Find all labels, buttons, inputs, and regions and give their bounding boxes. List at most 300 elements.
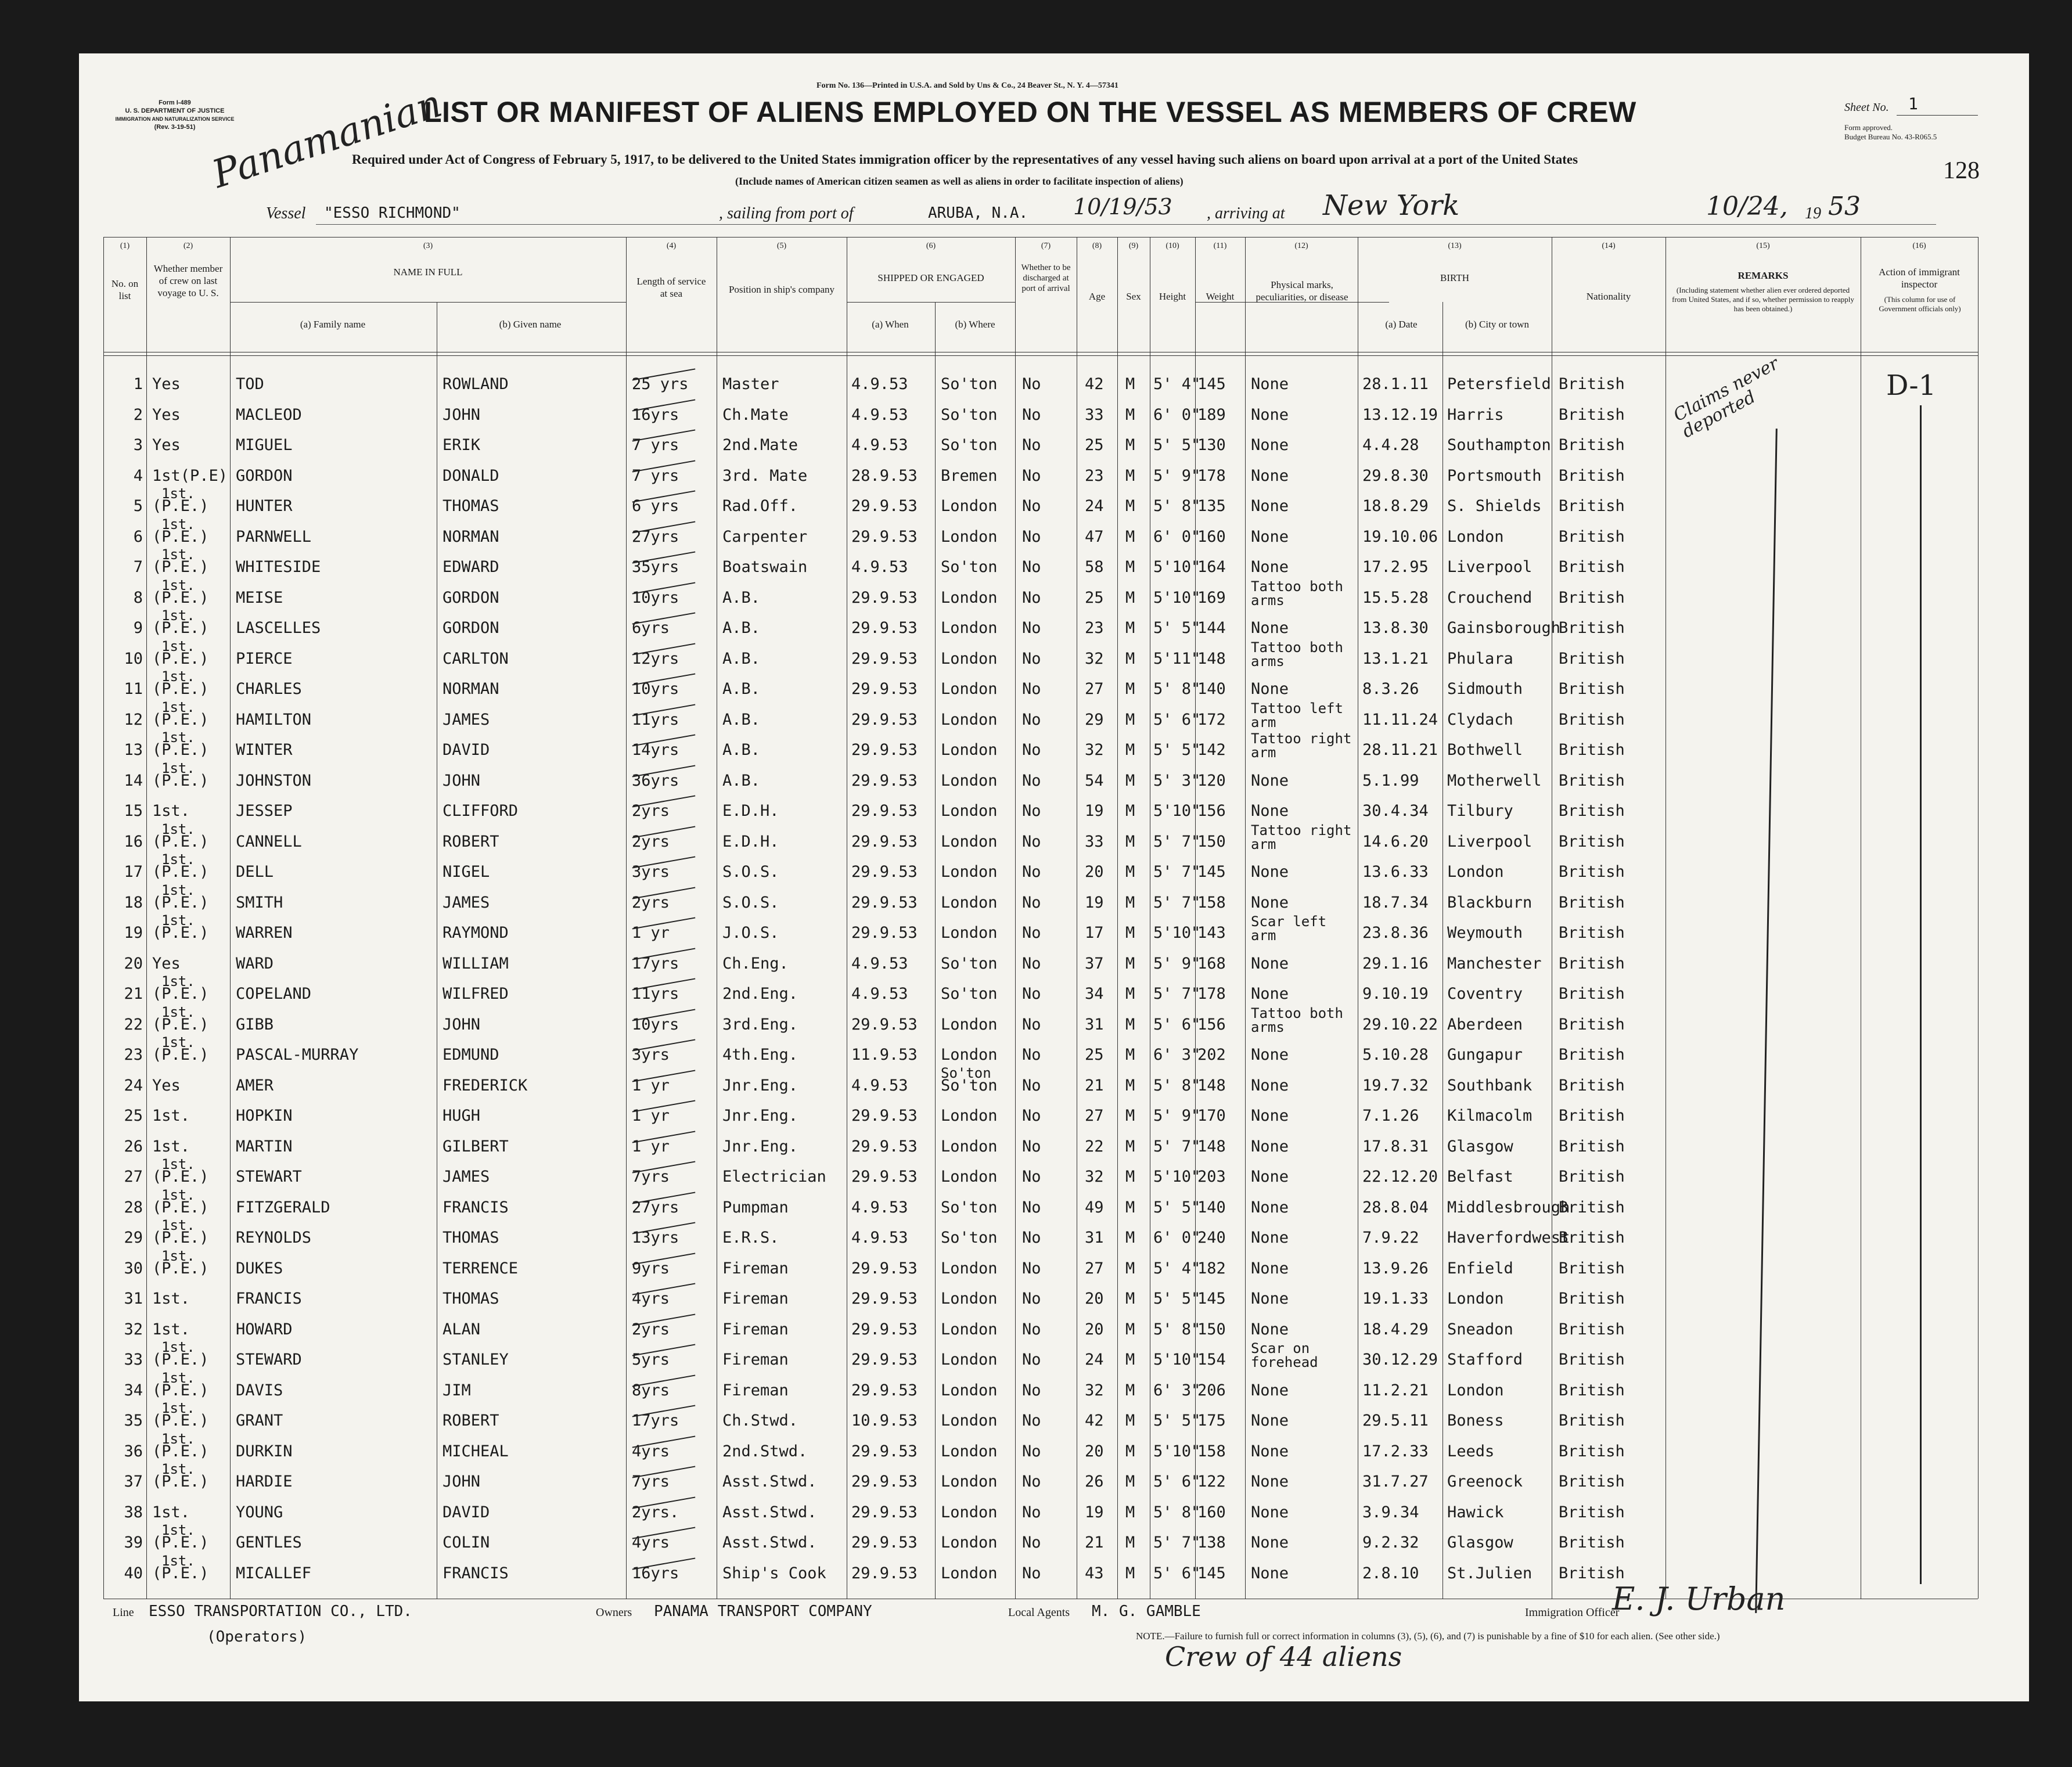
cell-city: London <box>1447 527 1504 546</box>
table-row <box>103 1217 1978 1253</box>
cell-sex: M <box>1125 1320 1135 1338</box>
cell-family: MARTIN <box>236 1137 293 1156</box>
cell-position: A.B. <box>722 710 761 729</box>
cell-no: 14 <box>124 771 143 790</box>
cell-when: 29.9.53 <box>851 1473 918 1491</box>
cell-when: 29.9.53 <box>851 863 918 881</box>
cell-no: 27 <box>124 1168 143 1186</box>
department: U. S. DEPARTMENT OF JUSTICE <box>125 107 225 114</box>
cell-weight: 158 <box>1197 893 1226 912</box>
cell-height: 5' 5" <box>1153 1290 1201 1308</box>
cell-given: GORDON <box>443 588 499 607</box>
member-prefix: 1st. <box>161 607 195 624</box>
table-row <box>103 851 1978 887</box>
cell-discharge: No <box>1022 558 1041 576</box>
cell-sex: M <box>1125 1381 1135 1399</box>
cell-family: YOUNG <box>236 1503 283 1521</box>
cell-bdate: 7.9.22 <box>1362 1229 1419 1247</box>
cell-marks: None <box>1251 1168 1289 1186</box>
cell-age: 20 <box>1085 1442 1104 1460</box>
cell-when: 4.9.53 <box>851 1076 908 1095</box>
cell-age: 42 <box>1085 375 1104 393</box>
cell-marks: Tattoo both arms <box>1251 578 1343 609</box>
cell-service: 2yrs <box>632 893 670 912</box>
cell-city: Gungapur <box>1447 1046 1523 1064</box>
cell-marks: None <box>1251 405 1289 424</box>
cell-service: 7yrs <box>632 1473 670 1491</box>
cell-member: Yes <box>152 1076 181 1095</box>
table-row <box>103 577 1978 613</box>
member-prefix: 1st. <box>161 973 195 989</box>
cell-given: JAMES <box>443 893 490 912</box>
footer-line-label: Line <box>113 1606 134 1619</box>
cell-no: 28 <box>124 1198 143 1217</box>
cell-age: 24 <box>1085 497 1104 515</box>
cell-bdate: 13.8.30 <box>1362 619 1429 637</box>
cell-age: 32 <box>1085 1168 1104 1186</box>
cell-given: NORMAN <box>443 680 499 698</box>
cell-no: 4 <box>133 466 143 485</box>
cell-where: So'ton <box>941 954 998 973</box>
cell-when: 4.9.53 <box>851 558 908 576</box>
cell-height: 5' 7" <box>1153 985 1201 1003</box>
colnum-6: (6) <box>926 242 936 250</box>
cell-where: London <box>941 588 998 607</box>
cell-discharge: No <box>1022 1564 1041 1582</box>
cell-height: 6' 0" <box>1153 405 1201 424</box>
cell-given: TERRENCE <box>443 1259 519 1277</box>
cell-discharge: No <box>1022 1076 1041 1095</box>
cell-when: 29.9.53 <box>851 1564 918 1582</box>
hdr-sex: Sex <box>1126 291 1141 302</box>
cell-age: 23 <box>1085 466 1104 485</box>
cell-city: Leeds <box>1447 1442 1495 1460</box>
cell-member: 1st(P.E) <box>152 466 228 485</box>
sailing-date: 10/19/53 <box>1073 194 1172 219</box>
cell-nationality: British <box>1559 1564 1625 1582</box>
cell-family: MEISE <box>236 588 283 607</box>
cell-family: GIBB <box>236 1015 274 1034</box>
name-sub-rule <box>230 302 626 303</box>
cell-no: 39 <box>124 1534 143 1552</box>
cell-age: 23 <box>1085 619 1104 637</box>
cell-family: SMITH <box>236 893 283 912</box>
cell-city: Tilbury <box>1447 802 1513 820</box>
cell-height: 6' 3" <box>1153 1381 1201 1399</box>
table-header-rule-2 <box>103 355 1978 356</box>
cell-nationality: British <box>1559 863 1625 881</box>
cell-service: 2yrs <box>632 802 670 820</box>
colnum-3: (3) <box>423 242 433 250</box>
cell-marks: Scar left arm <box>1251 913 1327 944</box>
cell-bdate: 19.1.33 <box>1362 1290 1429 1308</box>
cell-bdate: 2.8.10 <box>1362 1564 1419 1582</box>
table-row <box>103 1132 1978 1162</box>
cell-city: S. Shields <box>1447 497 1542 515</box>
member-prefix: 1st. <box>161 668 195 685</box>
cell-no: 21 <box>124 985 143 1003</box>
cell-when: 29.9.53 <box>851 527 918 546</box>
cell-sex: M <box>1125 1564 1135 1582</box>
cell-marks: Tattoo right arm <box>1251 730 1352 761</box>
sheet-label: Sheet No. <box>1844 101 1889 114</box>
cell-where: London <box>941 924 998 942</box>
cell-position: Jnr.Eng. <box>722 1107 798 1125</box>
cell-bdate: 8.3.26 <box>1362 680 1419 698</box>
cell-height: 5' 7" <box>1153 893 1201 912</box>
cell-nationality: British <box>1559 1198 1625 1217</box>
cell-no: 36 <box>124 1442 143 1460</box>
cell-family: JESSEP <box>236 802 293 820</box>
cell-given: EDWARD <box>443 558 499 576</box>
cell-service: 10yrs <box>632 680 679 698</box>
crew-table <box>103 237 1978 1599</box>
cell-discharge: No <box>1022 954 1041 973</box>
cell-where: London <box>941 1137 998 1156</box>
cell-city: Portsmouth <box>1447 466 1542 485</box>
cell-weight: 202 <box>1197 1046 1226 1064</box>
cell-discharge: No <box>1022 1503 1041 1521</box>
cell-marks: None <box>1251 680 1289 698</box>
table-row <box>103 1247 1978 1284</box>
cell-marks: None <box>1251 863 1289 881</box>
cell-bdate: 13.1.21 <box>1362 649 1429 668</box>
cell-service: 4yrs <box>632 1534 670 1552</box>
cell-when: 29.9.53 <box>851 1534 918 1552</box>
cell-discharge: No <box>1022 710 1041 729</box>
cell-discharge: No <box>1022 405 1041 424</box>
cell-no: 2 <box>133 405 143 424</box>
cell-service: 25 yrs <box>632 375 689 393</box>
member-prefix: 1st. <box>161 1339 195 1355</box>
cell-no: 32 <box>124 1320 143 1338</box>
cell-where: London <box>941 893 998 912</box>
cell-family: MIGUEL <box>236 436 293 454</box>
cell-given: GORDON <box>443 619 499 637</box>
cell-family: DELL <box>236 863 274 881</box>
cell-no: 24 <box>124 1076 143 1095</box>
cell-when: 4.9.53 <box>851 1198 908 1217</box>
cell-weight: 145 <box>1197 1564 1226 1582</box>
cell-city: Coventry <box>1447 985 1523 1003</box>
cell-city: Southampton <box>1447 436 1551 454</box>
cell-where: London <box>941 832 998 851</box>
cell-given: WILFRED <box>443 985 509 1003</box>
cell-sex: M <box>1125 588 1135 607</box>
footer-note: NOTE.—Failure to furnish full or correct information in columns (3), (5), (6), and (7) is punishable by a fine of $10 for each alien. (See other side.) <box>1136 1631 1720 1642</box>
cell-where: London <box>941 1320 998 1338</box>
cell-when: 29.9.53 <box>851 1503 918 1521</box>
cell-service: 2yrs <box>632 1320 670 1338</box>
cell-city: Motherwell <box>1447 771 1542 790</box>
table-row <box>103 1369 1978 1406</box>
cell-sex: M <box>1125 741 1135 759</box>
cell-discharge: No <box>1022 1290 1041 1308</box>
cell-member: 1st. <box>152 1320 190 1338</box>
cell-where: London <box>941 1107 998 1125</box>
cell-where: London <box>941 802 998 820</box>
cell-when: 29.9.53 <box>851 1015 918 1034</box>
cell-given: NIGEL <box>443 863 490 881</box>
member-prefix: 1st. <box>161 729 195 746</box>
budget-number: Budget Bureau No. 43-R065.5 <box>1844 132 1937 141</box>
cell-city: Southbank <box>1447 1076 1533 1095</box>
cell-where: London <box>941 710 998 729</box>
colnum-2: (2) <box>183 242 193 250</box>
cell-position: Rad.Off. <box>722 497 798 515</box>
cell-no: 20 <box>124 954 143 973</box>
cell-no: 16 <box>124 832 143 851</box>
cell-bdate: 29.1.16 <box>1362 954 1429 973</box>
footer-officer-label: Immigration Officer <box>1525 1606 1620 1619</box>
cell-family: WHITESIDE <box>236 558 321 576</box>
form-id-block <box>102 99 247 131</box>
printer-line: Form No. 136—Printed in U.S.A. and Sold by Uns & Co., 24 Beaver St., N. Y. 4—57341 <box>816 81 1118 90</box>
cell-service: 17yrs <box>632 954 679 973</box>
hdr-discharged: Whether to be discharged at port of arrival <box>1021 263 1071 293</box>
cell-service: 27yrs <box>632 527 679 546</box>
cell-marks: None <box>1251 1442 1289 1460</box>
member-prefix: 1st. <box>161 1034 195 1050</box>
cell-age: 19 <box>1085 893 1104 912</box>
cell-marks: None <box>1251 1137 1289 1156</box>
cell-nationality: British <box>1559 588 1625 607</box>
cell-bdate: 17.2.95 <box>1362 558 1429 576</box>
cell-no: 10 <box>124 649 143 668</box>
hdr-family-name: (a) Family name <box>300 319 366 330</box>
cell-when: 29.9.53 <box>851 832 918 851</box>
cell-discharge: No <box>1022 1259 1041 1277</box>
cell-nationality: British <box>1559 985 1625 1003</box>
hdr-length-service: Length of service at sea <box>636 276 706 299</box>
cell-nationality: British <box>1559 1076 1625 1095</box>
cell-no: 29 <box>124 1229 143 1247</box>
cell-where: London <box>941 619 998 637</box>
cell-bdate: 5.1.99 <box>1362 771 1419 790</box>
cell-family: STEWARD <box>236 1351 302 1369</box>
table-row <box>103 461 1978 491</box>
cell-where: London <box>941 680 998 698</box>
table-row <box>103 1461 1978 1497</box>
cell-bdate: 29.8.30 <box>1362 466 1429 485</box>
cell-nationality: British <box>1559 832 1625 851</box>
cell-discharge: No <box>1022 1381 1041 1399</box>
cell-age: 34 <box>1085 985 1104 1003</box>
cell-discharge: No <box>1022 436 1041 454</box>
cell-position: 2nd.Mate <box>722 436 798 454</box>
cell-bdate: 29.10.22 <box>1362 1015 1438 1034</box>
cell-given: ROWLAND <box>443 375 509 393</box>
cell-weight: 148 <box>1197 1137 1226 1156</box>
cell-age: 29 <box>1085 710 1104 729</box>
colnum-14: (14) <box>1602 242 1616 250</box>
cell-height: 5' 7" <box>1153 832 1201 851</box>
cell-sex: M <box>1125 893 1135 912</box>
cell-where: So'ton <box>941 1076 998 1095</box>
cell-height: 5' 9" <box>1153 466 1201 485</box>
cell-marks: None <box>1251 1320 1289 1338</box>
cell-height: 5'10" <box>1153 802 1201 820</box>
cell-height: 5' 6" <box>1153 710 1201 729</box>
cell-age: 49 <box>1085 1198 1104 1217</box>
cell-city: Haverfordwest <box>1447 1229 1570 1247</box>
cell-sex: M <box>1125 863 1135 881</box>
cell-no: 34 <box>124 1381 143 1399</box>
cell-weight: 156 <box>1197 1015 1226 1034</box>
cell-bdate: 13.6.33 <box>1362 863 1429 881</box>
cell-discharge: No <box>1022 1320 1041 1338</box>
cell-service: 14yrs <box>632 741 679 759</box>
cell-when: 29.9.53 <box>851 1442 918 1460</box>
cell-marks: None <box>1251 1198 1289 1217</box>
table-row <box>103 820 1978 857</box>
cell-weight: 145 <box>1197 375 1226 393</box>
form-approved: Form approved. <box>1844 123 1893 132</box>
cell-height: 6' 3" <box>1153 1046 1201 1064</box>
cell-height: 5' 5" <box>1153 741 1201 759</box>
cell-weight: 138 <box>1197 1534 1226 1552</box>
cell-city: London <box>1447 1381 1504 1399</box>
cell-family: DURKIN <box>236 1442 293 1460</box>
crew-rows <box>103 369 1978 1595</box>
cell-member: Yes <box>152 436 181 454</box>
cell-weight: 168 <box>1197 954 1226 973</box>
cell-city: Phulara <box>1447 649 1513 668</box>
hdr-action-note: (This column for use of Government officials only) <box>1879 295 1961 313</box>
cell-given: NORMAN <box>443 527 499 546</box>
cell-when: 29.9.53 <box>851 710 918 729</box>
cell-weight: 160 <box>1197 1503 1226 1521</box>
member-prefix: 1st. <box>161 1461 195 1477</box>
cell-bdate: 28.1.11 <box>1362 375 1429 393</box>
arrival-date: 10/24, <box>1706 192 1788 221</box>
cell-when: 11.9.53 <box>851 1046 918 1064</box>
cell-given: JAMES <box>443 710 490 729</box>
table-row <box>103 881 1978 918</box>
cell-bdate: 9.10.19 <box>1362 985 1429 1003</box>
cell-when: 4.9.53 <box>851 405 908 424</box>
cell-nationality: British <box>1559 1290 1625 1308</box>
cell-bdate: 18.8.29 <box>1362 497 1429 515</box>
cell-bdate: 14.6.20 <box>1362 832 1429 851</box>
cell-city: London <box>1447 863 1504 881</box>
table-row <box>103 1003 1978 1040</box>
remarks-handwriting: Claims never deported <box>1670 353 1782 442</box>
cell-sex: M <box>1125 1503 1135 1521</box>
cell-member: (P.E.) <box>152 1381 209 1399</box>
cell-sex: M <box>1125 466 1135 485</box>
table-row <box>103 1522 1978 1558</box>
cell-member: (P.E.) <box>152 832 209 851</box>
cell-member: (P.E.) <box>152 1168 209 1186</box>
cell-when: 4.9.53 <box>851 985 908 1003</box>
cell-when: 29.9.53 <box>851 588 918 607</box>
cell-member: 1st. <box>152 1107 190 1125</box>
cell-when: 4.9.53 <box>851 954 908 973</box>
cell-bdate: 17.8.31 <box>1362 1137 1429 1156</box>
cell-nationality: British <box>1559 1351 1625 1369</box>
cell-when: 28.9.53 <box>851 466 918 485</box>
table-row <box>103 1400 1978 1436</box>
cell-nationality: British <box>1559 1259 1625 1277</box>
cell-given: WILLIAM <box>443 954 509 973</box>
cell-member: (P.E.) <box>152 619 209 637</box>
cell-where: London <box>941 1381 998 1399</box>
cell-when: 29.9.53 <box>851 924 918 942</box>
cell-height: 5' 5" <box>1153 619 1201 637</box>
cell-where: London <box>941 1015 998 1034</box>
cell-height: 5' 8" <box>1153 497 1201 515</box>
cell-position: 2nd.Eng. <box>722 985 798 1003</box>
cell-height: 5' 8" <box>1153 1076 1201 1095</box>
cell-position: A.B. <box>722 619 761 637</box>
cell-service: 16yrs <box>632 405 679 424</box>
cell-weight: 150 <box>1197 832 1226 851</box>
cell-discharge: No <box>1022 1107 1041 1125</box>
cell-height: 5'11" <box>1153 649 1201 668</box>
member-prefix: 1st. <box>161 1186 195 1203</box>
cell-member: (P.E.) <box>152 985 209 1003</box>
cell-bdate: 13.9.26 <box>1362 1259 1429 1277</box>
cell-given: THOMAS <box>443 1229 499 1247</box>
form-revision: (Rev. 3-19-51) <box>154 124 196 131</box>
hdr-remarks-note: (Including statement whether alien ever ordered deported from United States, and if so, whether permission to reapply has been obtained.) <box>1672 286 1854 313</box>
cell-weight: 170 <box>1197 1107 1226 1125</box>
cell-bdate: 17.2.33 <box>1362 1442 1429 1460</box>
cell-height: 5' 7" <box>1153 863 1201 881</box>
member-prefix: 1st. <box>161 912 195 929</box>
footer-agents-label: Local Agents <box>1008 1606 1070 1619</box>
cell-marks: None <box>1251 1381 1289 1399</box>
cell-member: (P.E.) <box>152 1534 209 1552</box>
cell-service: 9yrs <box>632 1259 670 1277</box>
cell-sex: M <box>1125 1168 1135 1186</box>
cell-marks: None <box>1251 1534 1289 1552</box>
cell-given: HUGH <box>443 1107 481 1125</box>
sailing-label: , sailing from port of <box>719 204 854 222</box>
cell-weight: 142 <box>1197 741 1226 759</box>
cell-no: 22 <box>124 1015 143 1034</box>
cell-position: Ch.Stwd. <box>722 1412 798 1430</box>
cell-family: LASCELLES <box>236 619 321 637</box>
cell-nationality: British <box>1559 1442 1625 1460</box>
cell-marks: Tattoo both arms <box>1251 1005 1343 1035</box>
cell-city: Glasgow <box>1447 1534 1513 1552</box>
cell-city: Petersfield <box>1447 375 1551 393</box>
hdr-shipped: SHIPPED OR ENGAGED <box>877 272 984 283</box>
cell-member: (P.E.) <box>152 1229 209 1247</box>
cell-height: 5' 6" <box>1153 1564 1201 1582</box>
cell-service: 7 yrs <box>632 436 679 454</box>
cell-discharge: No <box>1022 1198 1041 1217</box>
cell-position: Fireman <box>722 1259 789 1277</box>
cell-sex: M <box>1125 497 1135 515</box>
table-row <box>103 1284 1978 1314</box>
cell-no: 18 <box>124 893 143 912</box>
cell-when: 29.9.53 <box>851 680 918 698</box>
cell-no: 12 <box>124 710 143 729</box>
cell-nationality: British <box>1559 649 1625 668</box>
cell-service: 12yrs <box>632 649 679 668</box>
cell-member: (P.E.) <box>152 1412 209 1430</box>
cell-member: (P.E.) <box>152 649 209 668</box>
cell-service: 7yrs <box>632 1168 670 1186</box>
cell-family: GRANT <box>236 1412 283 1430</box>
cell-member: (P.E.) <box>152 1259 209 1277</box>
cell-age: 27 <box>1085 1107 1104 1125</box>
cell-height: 5' 5" <box>1153 436 1201 454</box>
cell-discharge: No <box>1022 771 1041 790</box>
